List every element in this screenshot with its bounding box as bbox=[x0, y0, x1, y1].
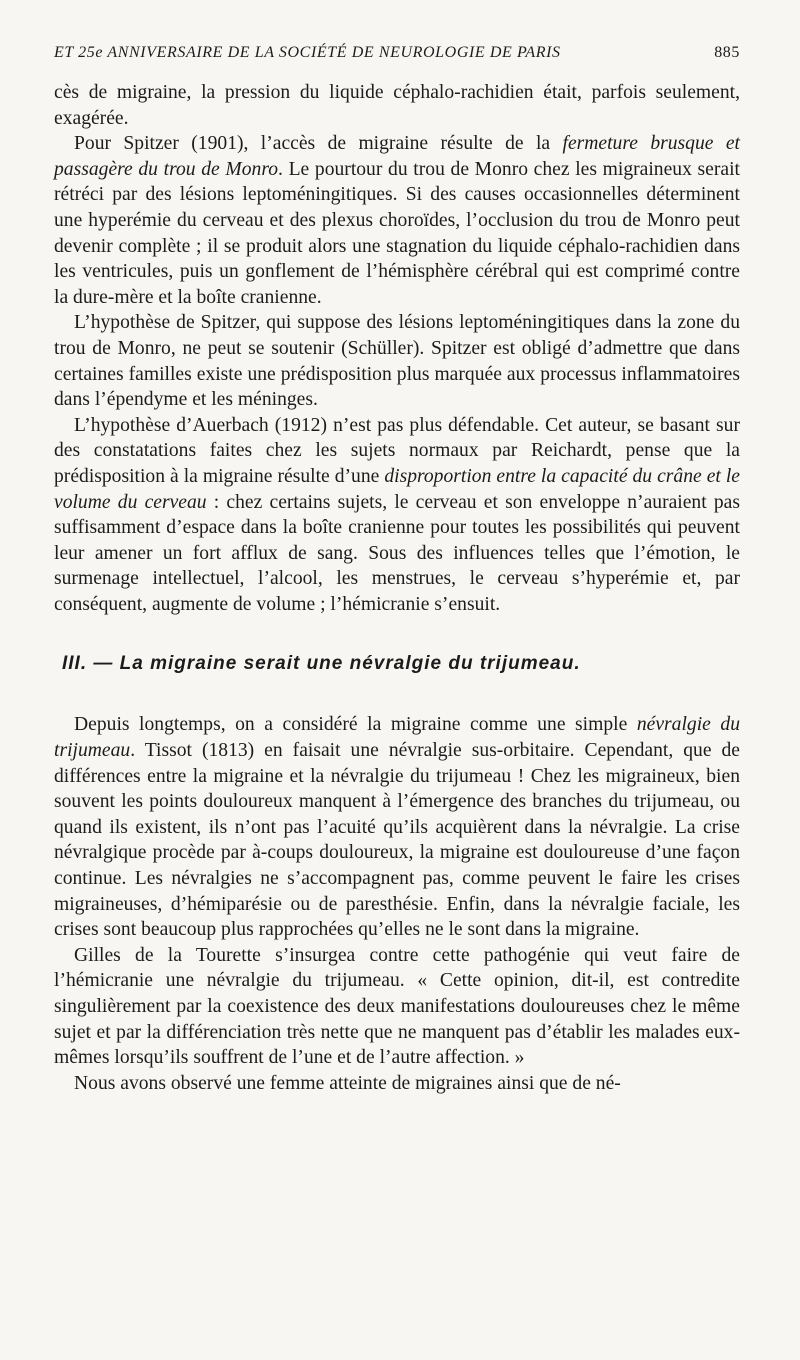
paragraph-spitzer bbox=[54, 131, 740, 310]
running-header bbox=[54, 44, 740, 80]
page-number: 885 bbox=[714, 44, 740, 61]
header-title: ET 25e ANNIVERSAIRE DE LA SOCIÉTÉ DE NEUROLOGIE DE PARIS bbox=[54, 44, 561, 61]
body-text-lower bbox=[54, 712, 740, 1096]
paragraph-text: Depuis longtemps, on a considéré la migraine comme une simple bbox=[74, 714, 637, 736]
paragraph-text: . Tissot (1813) en faisait une névralgie sus-orbitaire. Cependant, que de différences entre la migraine et la névralgie du trijumeau ! Chez les migraineux, bien souvent les points douloureux manquent à l’émergence des branches du trijumeau, ou quand ils existent, ils n’ont pas l’acuité qu’ils acquièrent dans la névralgie. La crise névralgique procède par à-coups douloureux, la migraine est douloureuse d’une façon continue. Les névralgies ne s’accompagnent pas, comme peuvent le faire les crises migraineuses, d’hémiparésie ou de paresthésie. Enfin, dans la névralgie faciale, les crises sont beaucoup plus rapprochées qu’elles ne le sont dans la migraine. bbox=[54, 740, 740, 941]
paragraph-continuation: cès de migraine, la pression du liquide céphalo-rachidien était, parfois seulement, exagérée. bbox=[54, 82, 740, 129]
paragraph-trijumeau bbox=[54, 712, 740, 942]
document-page bbox=[54, 44, 740, 1096]
paragraph-auerbach bbox=[54, 413, 740, 618]
section-heading: III. — La migraine serait une névralgie du trijumeau. bbox=[62, 653, 581, 675]
paragraph-text: L’hypothèse d’Auerbach (1912) n’est pas plus défendable. Cet auteur, se basant sur des constatations faites chez les sujets normaux par Reichardt, pense que la prédisposition à la migraine résulte d’une bbox=[54, 414, 740, 487]
italic-phrase: névralgie du trijumeau bbox=[54, 714, 740, 762]
paragraph-text: Pour Spitzer (1901), l’accès de migraine résulte de la bbox=[74, 133, 563, 155]
paragraph-spitzer-critique: L’hypothèse de Spitzer, qui suppose des lésions leptoméningitiques dans la zone du trou de Monro, ne peut se soutenir (Schüller). Spitzer est obligé d’admettre que dans certaines familles existe une prédisposition plus marquée aux processus inflammatoires dans l’épendyme et les méninges. bbox=[54, 312, 740, 411]
paragraph-text: : chez certains sujets, le cerveau et son enveloppe n’auraient pas suffisamment d’espace dans la boîte cranienne pour toutes les possibilités qui peuvent leur amener un fort afflux de sang. Sous des influences telles que l’émotion, le surmenage intellectuel, l’alcool, les menstrues, le cerveau s’hyperémie et, par conséquent, augmente de volume ; l’hémicranie s’ensuit. bbox=[54, 491, 740, 615]
paragraph-gilles-de-la-tourette: Gilles de la Tourette s’insurgea contre cette pathogénie qui veut faire de l’hémicranie une névralgie du trijumeau. « Cette opinion, dit-il, est contredite singulièrement par la coexistence des deux manifestations douloureuses chez le même sujet et par la différenciation très nette que ne manquent pas d’établir les malades eux-mêmes lorsqu’ils souffrent de l’une et de l’autre affection. » bbox=[54, 944, 740, 1069]
italic-phrase: disproportion entre la capacité du crâne et le volume du cerveau bbox=[54, 465, 740, 513]
paragraph-observation: Nous avons observé une femme atteinte de migraines ainsi que de né- bbox=[74, 1072, 621, 1094]
paragraph-text: . Le pourtour du trou de Monro chez les migraineux serait rétréci par des lésions leptoméningitiques. Si des causes occasionnelles déterminent une hyperémie du cerveau et des plexus choroïdes, l’occlusion du trou de Monro peut devenir complète ; il se produit alors une stagnation du liquide céphalo-rachidien dans les ventricules, puis un gonflement de l’hémisphère cérébral qui est comprimé contre la dure-mère et la boîte cranienne. bbox=[54, 158, 740, 308]
body-text-upper bbox=[54, 80, 740, 617]
italic-phrase: fermeture brusque et passagère du trou de Monro bbox=[54, 133, 740, 180]
